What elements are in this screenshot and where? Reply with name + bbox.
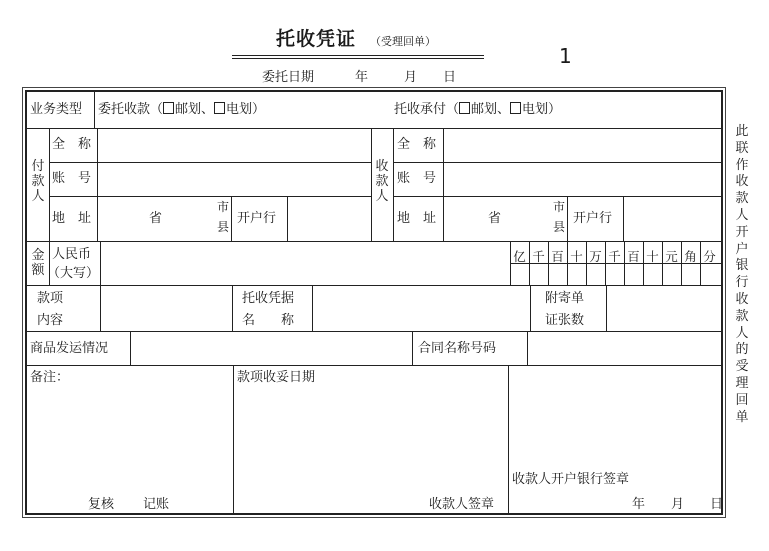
payment-item-label-line2: 内容: [37, 313, 64, 328]
date-year-label: 年: [355, 70, 369, 85]
amount-grid-line: [586, 241, 587, 285]
payer-bank-label: 开户行: [237, 211, 277, 226]
title-underline-bottom: [232, 58, 484, 59]
col-divider: [567, 196, 568, 241]
col-divider: [287, 196, 288, 241]
remarks-label: 备注：: [30, 370, 70, 385]
mail-transfer-label: 邮划、: [471, 102, 511, 117]
contract-name-label: 合同名称号码: [418, 341, 497, 356]
payee-province-label: 省: [488, 211, 502, 226]
col-divider: [508, 365, 509, 513]
payer-account-label: 账 号: [52, 171, 92, 186]
col-divider: [312, 285, 313, 331]
voucher-name-label-line1: 托收凭据: [242, 291, 295, 306]
amount-grid-line: [681, 241, 682, 285]
bank-seal-label: 收款人开户银行签章: [512, 472, 630, 487]
row-divider: [27, 128, 721, 129]
col-divider: [527, 331, 528, 365]
amount-unit: 元: [665, 249, 678, 264]
received-date-label: 款项收妥日期: [237, 370, 316, 385]
payee-label: 收款人: [375, 159, 389, 204]
payer-address-label: 地 址: [52, 211, 92, 226]
bookkeeping-label: 记账: [143, 497, 170, 512]
row-divider: [27, 331, 721, 332]
attachments-label-line2: 证张数: [545, 313, 585, 328]
amount-unit: 百: [551, 249, 564, 264]
amount-grid-line: [529, 241, 530, 285]
amount-unit: 万: [589, 249, 602, 264]
wire-transfer-checkbox[interactable]: [510, 102, 521, 114]
date-month-label: 月: [404, 70, 418, 85]
payee-bank-label: 开户行: [573, 211, 613, 226]
col-divider: [412, 331, 413, 365]
amount-grid-line: [662, 241, 663, 285]
attachments-label-line1: 附寄单: [545, 291, 585, 306]
amount-unit: 十: [570, 249, 583, 264]
col-divider: [393, 128, 394, 241]
wire-transfer-label: 电划）: [522, 102, 562, 117]
payment-item-label-line1: 款项: [37, 291, 64, 306]
row-divider: [27, 365, 721, 366]
collection-acceptance-label: 托收承付（: [394, 102, 460, 117]
entrusted-collection-label: 委托收款（: [98, 102, 164, 117]
col-divider: [233, 365, 234, 513]
amount-grid-line: [643, 241, 644, 285]
col-divider: [623, 196, 624, 241]
title-underline-top: [232, 55, 484, 56]
mail-transfer-checkbox[interactable]: [459, 102, 470, 114]
amount-label: 金额: [31, 248, 45, 278]
payer-city-label: 市: [217, 200, 230, 214]
form-title: 托收凭证: [276, 28, 357, 50]
col-divider: [231, 196, 232, 241]
amount-grid-line: [700, 241, 701, 285]
date-label: 委托日期: [262, 70, 315, 85]
currency-label: 人民币: [52, 247, 92, 262]
business-type-label: 业务类型: [30, 102, 83, 117]
amount-unit: 亿: [513, 249, 526, 264]
payer-province-label: 省: [149, 211, 163, 226]
amount-grid-line: [624, 241, 625, 285]
seal-year-label: 年: [632, 497, 646, 512]
collection-acceptance-option: [394, 102, 561, 117]
col-divider: [130, 331, 131, 365]
payee-county-label: 县: [553, 220, 566, 234]
col-divider: [97, 128, 98, 241]
payer-county-label: 县: [217, 220, 230, 234]
amount-grid-line: [510, 241, 511, 285]
entrusted-collection-option: [98, 102, 265, 117]
form-subtitle: （受理回单）: [370, 35, 436, 48]
col-divider: [443, 128, 444, 241]
amount-unit: 十: [646, 249, 659, 264]
mail-transfer-checkbox[interactable]: [163, 102, 174, 114]
page-number: 1: [559, 44, 572, 68]
goods-shipment-label: 商品发运情况: [30, 341, 109, 356]
amount-grid-line: [567, 241, 568, 285]
amount-grid-line: [605, 241, 606, 285]
col-divider: [100, 241, 101, 331]
col-divider: [371, 128, 372, 241]
payer-name-label: 全 称: [52, 137, 92, 152]
review-label: 复核: [88, 497, 115, 512]
col-divider: [232, 285, 233, 331]
payee-name-label: 全 称: [397, 137, 437, 152]
voucher-name-label-line2: 名 称: [242, 313, 295, 328]
date-day-label: 日: [443, 70, 457, 85]
col-divider: [606, 285, 607, 331]
voucher-form: [25, 90, 723, 515]
col-divider: [49, 128, 50, 285]
wire-transfer-checkbox[interactable]: [214, 102, 225, 114]
amount-unit: 千: [532, 249, 545, 264]
payee-city-label: 市: [553, 200, 566, 214]
payee-account-label: 账 号: [397, 171, 437, 186]
mail-transfer-label: 邮划、: [175, 102, 215, 117]
row-divider: [27, 241, 721, 242]
wire-transfer-label: 电划）: [226, 102, 266, 117]
side-note: 此联作收款人开户银行收款人的受理回单: [735, 124, 749, 425]
col-divider: [94, 92, 95, 128]
amount-unit: 千: [608, 249, 621, 264]
payee-seal-label: 收款人签章: [429, 497, 495, 512]
payer-label: 付款人: [31, 159, 45, 204]
seal-day-label: 日: [710, 497, 724, 512]
amount-unit: 分: [703, 249, 716, 264]
amount-unit: 角: [684, 249, 697, 264]
col-divider: [530, 285, 531, 331]
row-divider: [27, 285, 721, 286]
amount-grid-line: [548, 241, 549, 285]
amount-unit: 百: [627, 249, 640, 264]
seal-month-label: 月: [671, 497, 685, 512]
payee-address-label: 地 址: [397, 211, 437, 226]
uppercase-label: （大写）: [47, 266, 100, 281]
